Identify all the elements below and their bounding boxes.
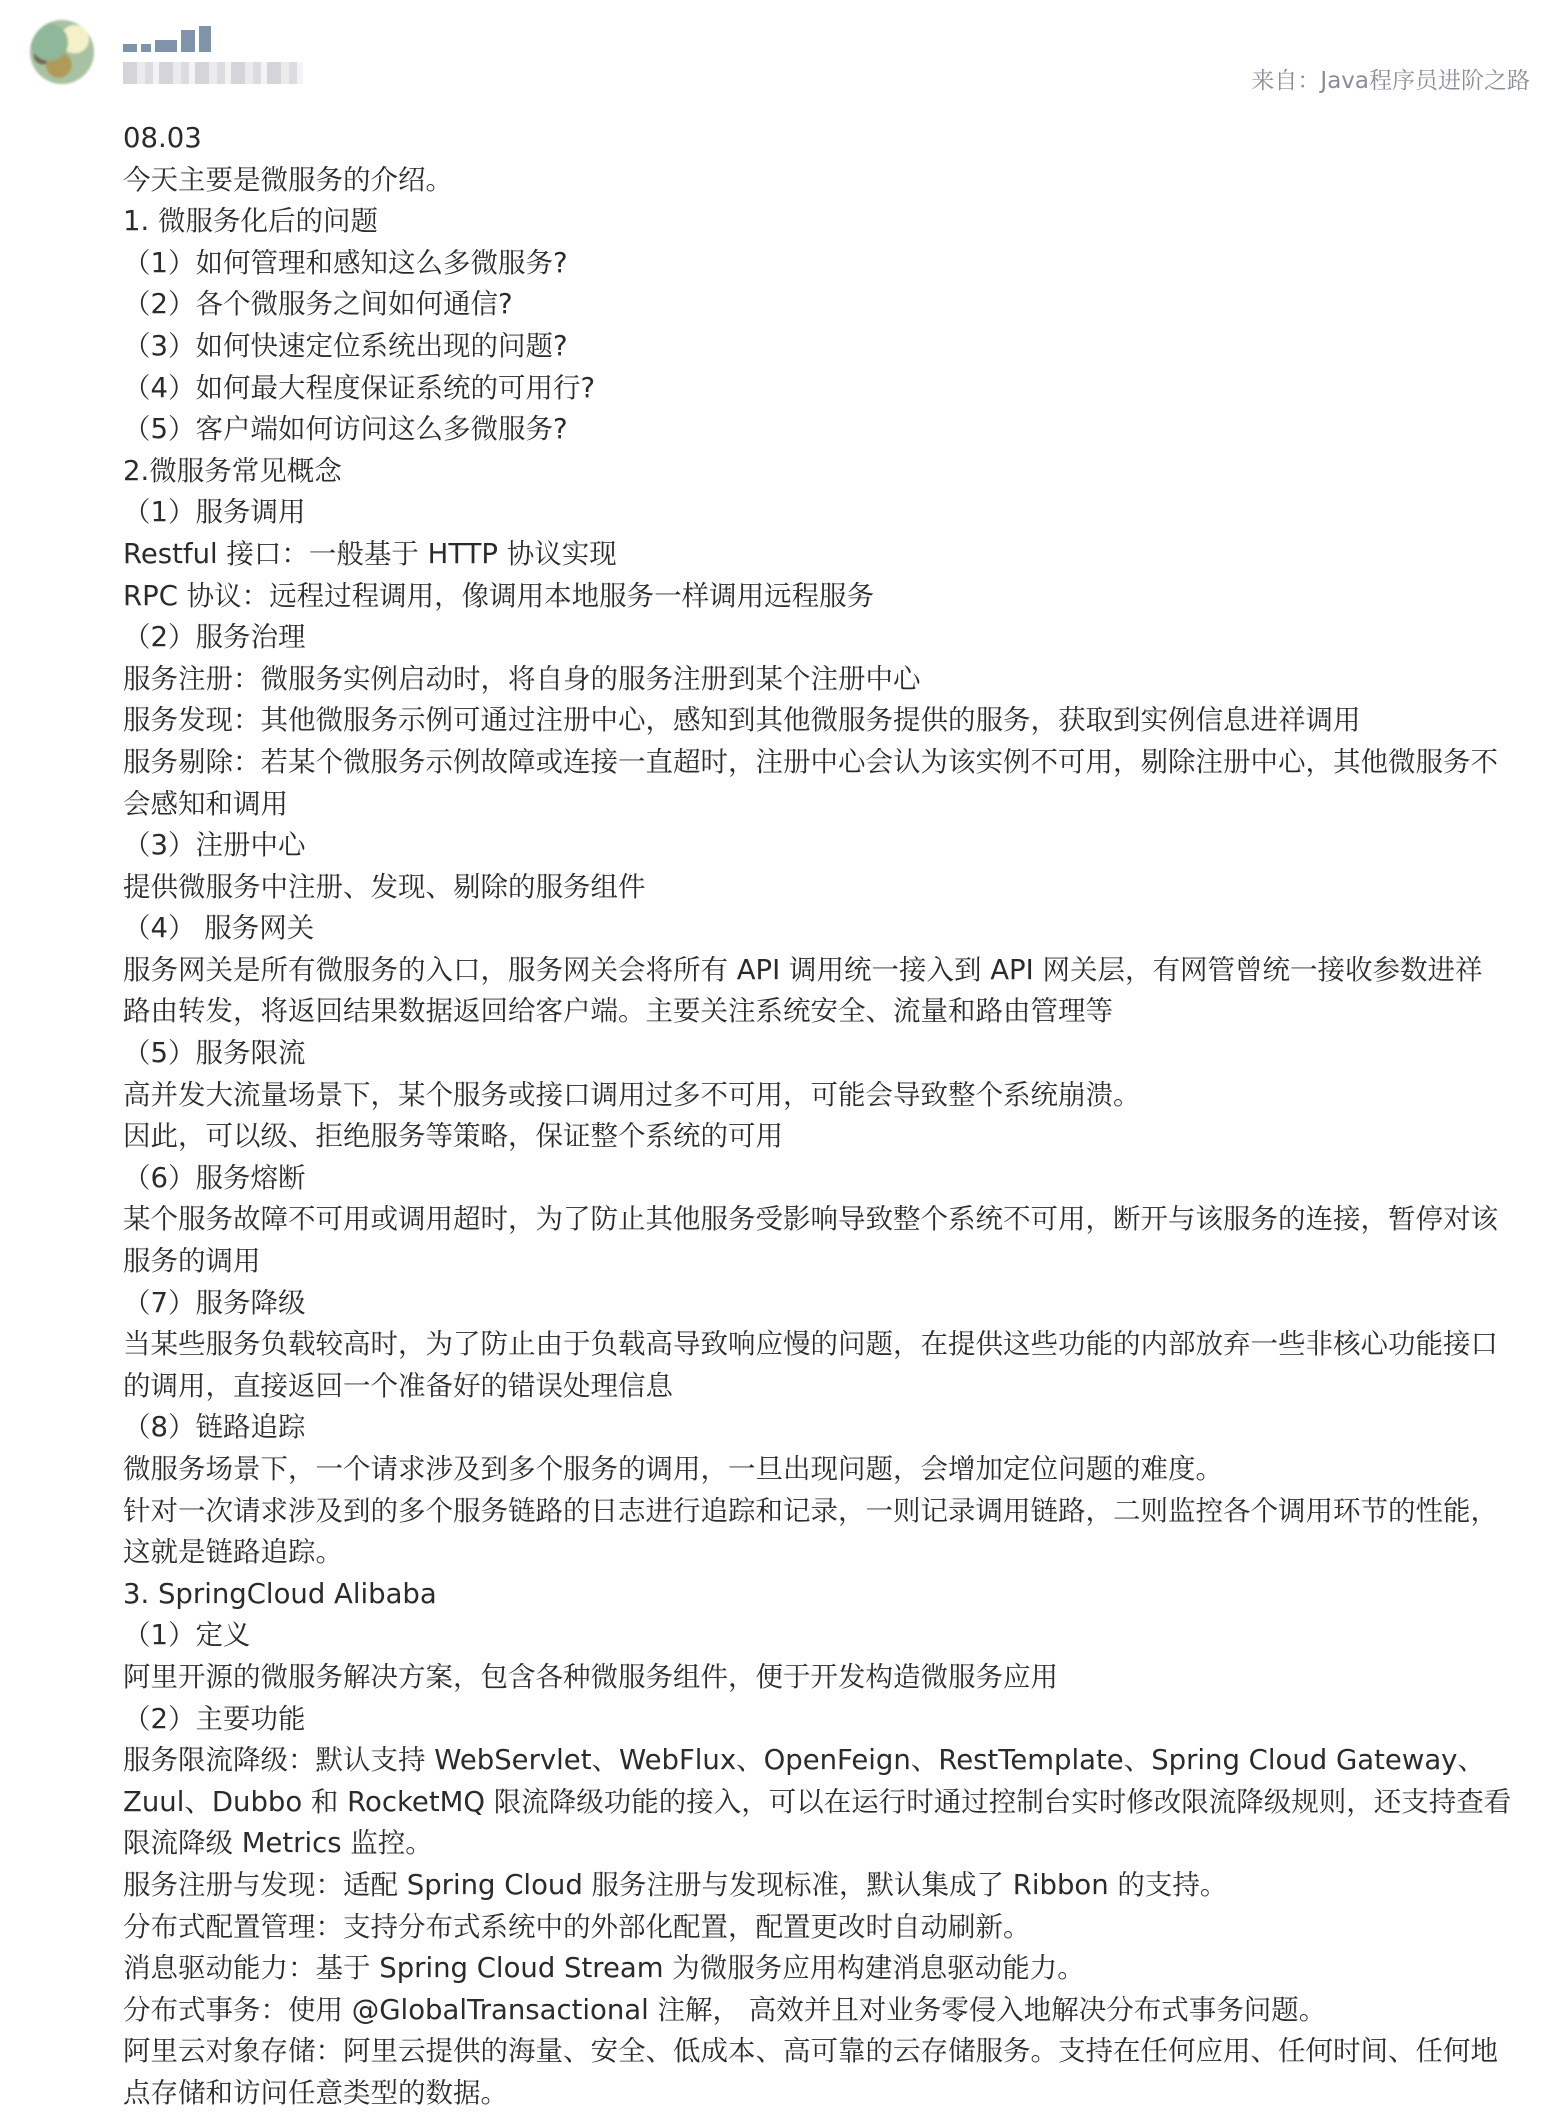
text-line: 微服务场景下，一个请求涉及到多个服务的调用，一旦出现问题，会增加定位问题的难度。	[123, 1453, 1223, 1485]
text-line: （3）注册中心	[123, 829, 306, 862]
text-line: （2）主要功能	[123, 1702, 306, 1735]
text-line: 当某些服务负载较高时，为了防止由于负载高导致响应慢的问题，在提供这些功能的内部放弃一些非核心功能接口	[123, 1328, 1498, 1361]
author-info	[123, 26, 303, 84]
text-line: 消息驱动能力：基于 Spring Cloud Stream 为微服务应用构建消息驱动能力。	[123, 1952, 1085, 1985]
text-line: （2）各个微服务之间如何通信?	[123, 288, 513, 321]
text-line: 分布式配置管理：支持分布式系统中的外部化配置，配置更改时自动刷新。	[123, 1910, 1031, 1943]
text-line: （4）如何最大程度保证系统的可用行?	[123, 371, 596, 404]
text-line: （5）服务限流	[123, 1037, 306, 1070]
text-line: （1）定义	[123, 1619, 251, 1652]
text-line: 2.微服务常见概念	[123, 454, 342, 487]
text-line: 高并发大流量场景下，某个服务或接口调用过多不可用，可能会导致整个系统崩溃。	[123, 1078, 1141, 1111]
text-line: 服务注册与发现：适配 Spring Cloud 服务注册与发现标准，默认集成了 Ribbon 的支持。	[123, 1868, 1228, 1901]
text-line: （4） 服务网关	[123, 912, 315, 945]
text-line: （6）服务熔断	[123, 1161, 306, 1194]
post-body	[123, 118, 1533, 2115]
source-label: 来自：Java程序员进阶之路	[1251, 68, 1530, 94]
avatar[interactable]	[30, 20, 94, 84]
text-line: 限流降级 Metrics 监控。	[123, 1827, 433, 1860]
text-line: RPC 协议：远程过程调用，像调用本地服务一样调用远程服务	[123, 579, 875, 612]
text-line: 提供微服务中注册、发现、剔除的服务组件	[123, 870, 646, 903]
text-line: Restful 接口：一般基于 HTTP 协议实现	[123, 537, 617, 570]
text-line: （7）服务降级	[123, 1286, 306, 1319]
text-line: （1）如何管理和感知这么多微服务?	[123, 246, 568, 279]
text-line: 1. 微服务化后的问题	[123, 205, 378, 238]
text-line: 阿里云对象存储：阿里云提供的海量、安全、低成本、高可靠的云存储服务。支持在任何应用、任何时间、任何地	[123, 2035, 1498, 2068]
text-line: 的调用，直接返回一个准备好的错误处理信息	[123, 1369, 673, 1402]
text-line: 08.03	[123, 122, 202, 154]
author-name-blurred[interactable]	[123, 26, 231, 52]
text-line: 会感知和调用	[123, 787, 288, 820]
text-line: （3）如何快速定位系统出现的问题?	[123, 329, 568, 362]
text-line: 阿里开源的微服务解决方案，包含各种微服务组件，便于开发构造微服务应用	[123, 1660, 1058, 1693]
text-line: 路由转发，将返回结果数据返回给客户端。主要关注系统安全、流量和路由管理等	[123, 995, 1113, 1028]
text-line: （1）服务调用	[123, 496, 306, 529]
text-line: 针对一次请求涉及到的多个服务链路的日志进行追踪和记录，一则记录调用链路，二则监控各个调用环节的性能，	[123, 1494, 1498, 1527]
text-line: 点存储和访问任意类型的数据。	[123, 2076, 508, 2109]
post-time-blurred	[123, 62, 303, 84]
text-line: 分布式事务：使用 @GlobalTransactional 注解， 高效并且对业务零侵入地解决分布式事务问题。	[123, 1993, 1327, 2026]
text-line: （8）链路追踪	[123, 1411, 306, 1444]
text-line: （2）服务治理	[123, 621, 306, 654]
text-line: Zuul、Dubbo 和 RocketMQ 限流降级功能的接入，可以在运行时通过控制台实时修改限流降级规则，还支持查看	[123, 1785, 1512, 1818]
text-line: 今天主要是微服务的介绍。	[123, 163, 453, 196]
text-line: 服务的调用	[123, 1245, 261, 1278]
text-line: 服务剔除：若某个微服务示例故障或连接一直超时，注册中心会认为该实例不可用，剔除注册中心，其他微服务不	[123, 745, 1498, 778]
text-line: 某个服务故障不可用或调用超时，为了防止其他服务受影响导致整个系统不可用，断开与该服务的连接，暂停对该	[123, 1203, 1498, 1236]
text-line: 服务注册：微服务实例启动时，将自身的服务注册到某个注册中心	[123, 662, 921, 695]
text-line: 因此，可以级、拒绝服务等策略，保证整个系统的可用	[123, 1120, 783, 1153]
text-line: 服务发现：其他微服务示例可通过注册中心，感知到其他微服务提供的服务，获取到实例信息进祥调用	[123, 704, 1361, 737]
text-line: 服务网关是所有微服务的入口，服务网关会将所有 API 调用统一接入到 API 网关层，有网管曾统一接收参数进祥	[123, 953, 1483, 986]
text-line: 这就是链路追踪。	[123, 1536, 343, 1569]
text-line: （5）客户端如何访问这么多微服务?	[123, 413, 568, 446]
text-line: 服务限流降级：默认支持 WebServlet、WebFlux、OpenFeign、RestTemplate、Spring Cloud Gateway、	[123, 1744, 1485, 1777]
text-line: 3. SpringCloud Alibaba	[123, 1577, 437, 1610]
